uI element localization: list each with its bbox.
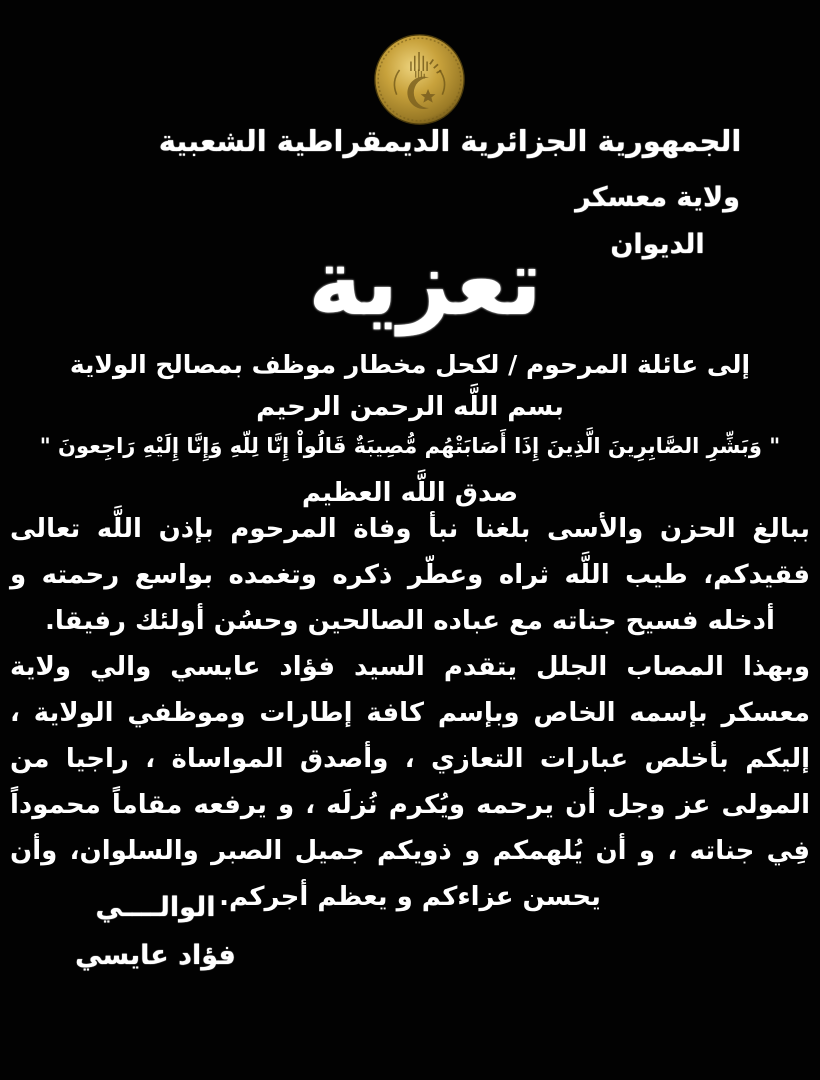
document-title: تعزية [307, 229, 543, 336]
office-name: الديوان [610, 229, 705, 260]
condolence-paragraph-2: وبهذا المصاب الجلل يتقدم السيد فؤاد عايسي والي ولاية معسكر بإسمه الخاص وبإسم كافة إطارات وموظفي الولاية ، إليكم بأخلص عبارات التعازي ، وأصدق المواساة ، راجيا من المولى عز وجل أن يرحمه ويُكرم نُزلَه ، و يرفعه مقاماً محموداً فِي جناته ، و أن يُلهمكم و ذويكم جميل الصبر والسلوان، وأن يحسن عزاءكم و يعظم أجركم. [10, 652, 810, 912]
signatory-name: فؤاد عايسي [75, 940, 236, 971]
republic-header: الجمهورية الجزائرية الديمقراطية الشعبية [158, 124, 742, 158]
signature-block [68, 884, 243, 980]
addressee-line: إلى عائلة المرحوم / لكحل مخطار موظف بمصالح الولاية [69, 350, 751, 379]
wilaya-name: ولاية معسكر [575, 182, 740, 213]
condolence-body [10, 506, 810, 920]
condolence-paragraph-1: ببالغ الحزن والأسى بلغنا نبأ وفاة المرحوم بإذن اللَّه تعالى فقيدكم، طيب اللَّه ثراه وعطّر ذكره وتغمده بواسع رحمته و أدخله فسيح جناته مع عباده الصالحين وحسُن أولئك رفيقا. [10, 514, 810, 636]
quran-verse: " وَبَشِّرِ الصَّابِرِينَ الَّذِينَ إِذَا أَصَابَتْهُم مُّصِيبَةٌ قَالُواْ إِنَّا لِلّهِ وَإِنَّا إِلَيْهِ رَاجِعونَ " [39, 434, 781, 458]
verse-attribution: صدق اللَّه العظيم [301, 478, 519, 508]
gold-coin-seal-icon [372, 32, 467, 127]
algeria-emblem-seal [372, 32, 467, 127]
signatory-title: الوالــــي [95, 892, 216, 923]
basmala-line: بسم اللَّه الرحمن الرحيم [256, 392, 564, 422]
